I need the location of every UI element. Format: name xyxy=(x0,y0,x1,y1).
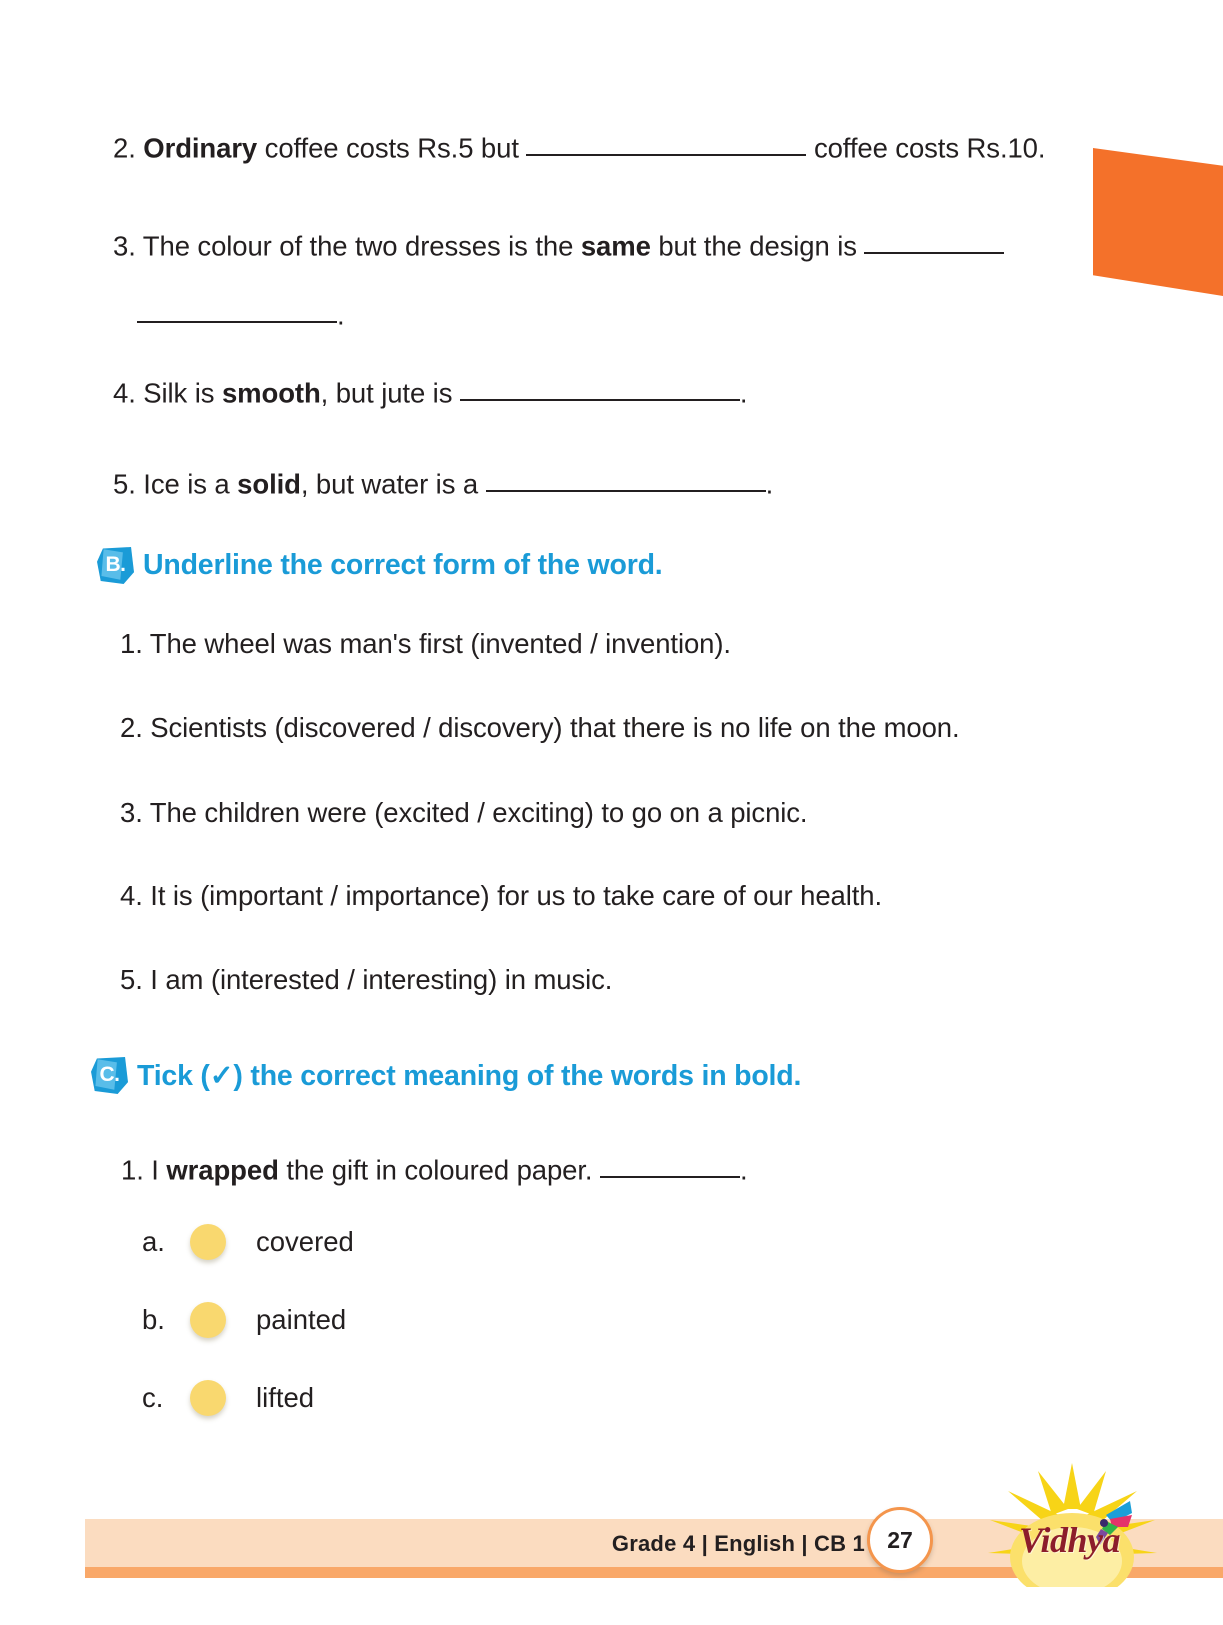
section-b-title: Underline the correct form of the word. xyxy=(143,549,663,581)
option-a-bubble[interactable] xyxy=(190,1224,226,1260)
question-a-5-number: 5. xyxy=(113,468,136,500)
question-a-4-bold: smooth xyxy=(221,377,321,409)
option-b[interactable] xyxy=(142,1302,346,1338)
option-b-label: painted xyxy=(256,1304,347,1335)
question-a-3-number: 3. xyxy=(113,230,136,262)
question-b-1: 1. The wheel was man's first (invented / invention). xyxy=(120,628,731,659)
question-a-4-pre: Silk is xyxy=(143,377,222,409)
answer-blank[interactable] xyxy=(486,462,766,492)
question-a-5-bold: solid xyxy=(237,468,301,500)
vidhya-logo xyxy=(980,1457,1165,1587)
question-a-3-end: . xyxy=(337,299,345,331)
badge-b-letter: B. xyxy=(105,553,126,576)
page-number-badge: 27 xyxy=(867,1507,933,1573)
section-c-title-post: ) the correct meaning of the words in bold. xyxy=(233,1059,802,1092)
question-a-2-post: coffee costs Rs.10. xyxy=(806,132,1046,164)
option-a-letter: a. xyxy=(142,1226,165,1257)
question-a-5-post: . xyxy=(765,468,774,500)
question-a-5-pre: Ice is a xyxy=(143,468,238,500)
answer-blank[interactable] xyxy=(600,1148,740,1178)
answer-blank[interactable] xyxy=(137,293,337,323)
option-c-letter: c. xyxy=(142,1382,164,1413)
question-a-3-pre: The colour of the two dresses is the xyxy=(142,230,581,262)
question-c-1-post: the gift in coloured paper. xyxy=(278,1154,600,1186)
option-c[interactable] xyxy=(142,1380,314,1416)
section-c-title xyxy=(137,1059,801,1093)
question-c-1-pre: I xyxy=(151,1154,167,1186)
logo-wordmark: Vidhya xyxy=(1018,1520,1121,1560)
section-heading-b xyxy=(97,547,663,584)
question-a-4-mid: , but jute is xyxy=(320,377,460,409)
question-c-1 xyxy=(121,1148,748,1188)
question-a-3-mid: but the design is xyxy=(650,230,865,262)
option-c-label: lifted xyxy=(256,1382,315,1413)
badge-c-icon xyxy=(91,1057,128,1094)
question-a-2-number: 2. xyxy=(113,132,136,164)
option-b-bubble[interactable] xyxy=(190,1302,226,1338)
question-b-5: 5. I am (interested / interesting) in music. xyxy=(120,964,613,995)
badge-b-icon xyxy=(97,547,134,584)
answer-blank[interactable] xyxy=(864,224,1004,254)
question-a-2-mid: coffee costs Rs.5 but xyxy=(257,132,527,164)
question-a-5-mid: , but water is a xyxy=(300,468,486,500)
question-a-3-bold: same xyxy=(580,230,651,262)
question-a-2-bold: Ordinary xyxy=(143,132,258,164)
section-heading-c xyxy=(91,1057,801,1094)
answer-blank[interactable] xyxy=(460,371,740,401)
option-a[interactable] xyxy=(142,1224,354,1260)
section-c-title-pre: Tick ( xyxy=(137,1059,210,1092)
question-c-1-end: . xyxy=(740,1154,748,1186)
question-a-3 xyxy=(113,224,1004,264)
question-a-3-wrap xyxy=(137,293,345,333)
question-c-1-number: 1. xyxy=(121,1154,144,1186)
orange-ribbon-decoration xyxy=(1093,148,1223,296)
question-b-3: 3. The children were (excited / exciting) to go on a picnic. xyxy=(120,797,808,828)
footer-caption: Grade 4 | English | CB 1 xyxy=(611,1531,865,1556)
question-c-1-bold: wrapped xyxy=(166,1154,279,1186)
question-b-2: 2. Scientists (discovered / discovery) that there is no life on the moon. xyxy=(120,712,960,743)
option-c-bubble[interactable] xyxy=(190,1380,226,1416)
answer-blank[interactable] xyxy=(526,126,806,156)
question-a-4-number: 4. xyxy=(113,377,136,409)
question-a-5 xyxy=(113,462,773,502)
question-b-4: 4. It is (important / importance) for us to take care of our health. xyxy=(120,880,883,911)
question-a-2 xyxy=(113,126,1045,166)
badge-c-letter: C. xyxy=(99,1063,120,1086)
question-a-4-post: . xyxy=(739,377,748,409)
checkmark-icon: ✓ xyxy=(209,1059,234,1092)
option-a-label: covered xyxy=(256,1226,354,1257)
question-a-4 xyxy=(113,371,747,411)
option-b-letter: b. xyxy=(142,1304,165,1335)
